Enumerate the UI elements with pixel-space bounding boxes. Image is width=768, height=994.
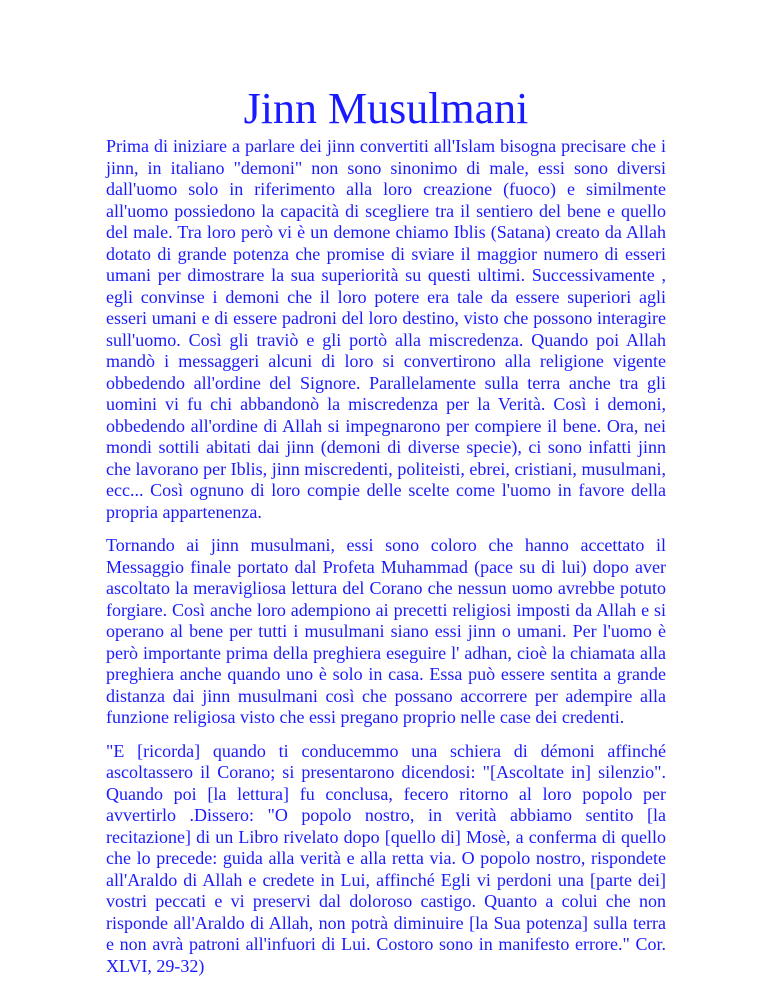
document-page bbox=[106, 84, 666, 989]
paragraph-muslim-jinn: Tornando ai jinn musulmani, essi sono coloro che hanno accettato il Messaggio finale portato dal Profeta Muhammad (pace su di lui) dopo aver ascoltato la meravigliosa lettura del Corano che nessun uomo avrebbe potuto forgiare. Così anche loro adempiono ai precetti religiosi imposti da Allah e si operano al bene per tutti i musulmani siano essi jinn o umani. Per l'uomo è però importante prima della preghiera eseguire l' adhan, cioè la chiamata alla preghiera anche quando uno è solo in casa. Essa può essere sentita a grande distanza dai jinn musulmani così che possano accorrere per adempire alla funzione religiosa visto che essi pregano proprio nelle case dei credenti. bbox=[106, 535, 666, 727]
paragraph-intro: Prima di iniziare a parlare dei jinn convertiti all'Islam bisogna precisare che i jinn, in italiano "demoni" non sono sinonimo di male, essi sono diversi dall'uomo solo in riferimento alla loro creazione (fuoco) e similmente all'uomo possiedono la capacità di scegliere tra il sentiero del bene e quello del male. Tra loro però vi è un demone chiamo Iblis (Satana) creato da Allah dotato di grande potenza che promise di sviare il maggior numero di esseri umani per dimostrare la sua superiorità su questi ultimi. Successivamente , egli convinse i demoni che il loro potere era tale da essere superiori agli esseri umani e di essere padroni del loro destino, visto che possono interagire sull'uomo. Così gli traviò e gli portò alla miscredenza. Quando poi Allah mandò i messaggeri alcuni di loro si convertirono alla religione vigente obbedendo all'ordine del Signore. Parallelamente sulla terra anche tra gli uomini vi fu chi abbandonò la miscredenza per la Verità. Così i demoni, obbedendo all'ordine di Allah si impegnarono per compiere il bene. Ora, nei mondi sottili abitati dai jinn (demoni di diverse specie), ci sono infatti jinn che lavorano per Iblis, jinn miscredenti, politeisti, ebrei, cristiani, musulmani, ecc... Così ognuno di loro compie delle scelte come l'uomo in favore della propria appartenenza. bbox=[106, 136, 666, 522]
paragraph-quran-quote: "E [ricorda] quando ti conducemmo una schiera di démoni affinché ascoltassero il Corano; si presentarono dicendosi: "[Ascoltate in] silenzio". Quando poi [la lettura] fu conclusa, fecero ritorno al loro popolo per avvertirlo .Dissero: "O popolo nostro, in verità abbiamo sentito [la recitazione] di un Libro rivelato dopo [quello di] Mosè, a conferma di quello che lo precede: guida alla verità e alla retta via. O popolo nostro, rispondete all'Araldo di Allah e credete in Lui, affinché Egli vi perdoni una [parte dei] vostri peccati e vi preservi dal doloroso castigo. Quanto a colui che non risponde all'Araldo di Allah, non potrà diminuire [la Sua potenza] sulla terra e non avrà patroni all'infuori di Lui. Costoro sono in manifesto errore." Cor. XLVI, 29-32) bbox=[106, 740, 666, 976]
page-title: Jinn Musulmani bbox=[243, 84, 529, 133]
